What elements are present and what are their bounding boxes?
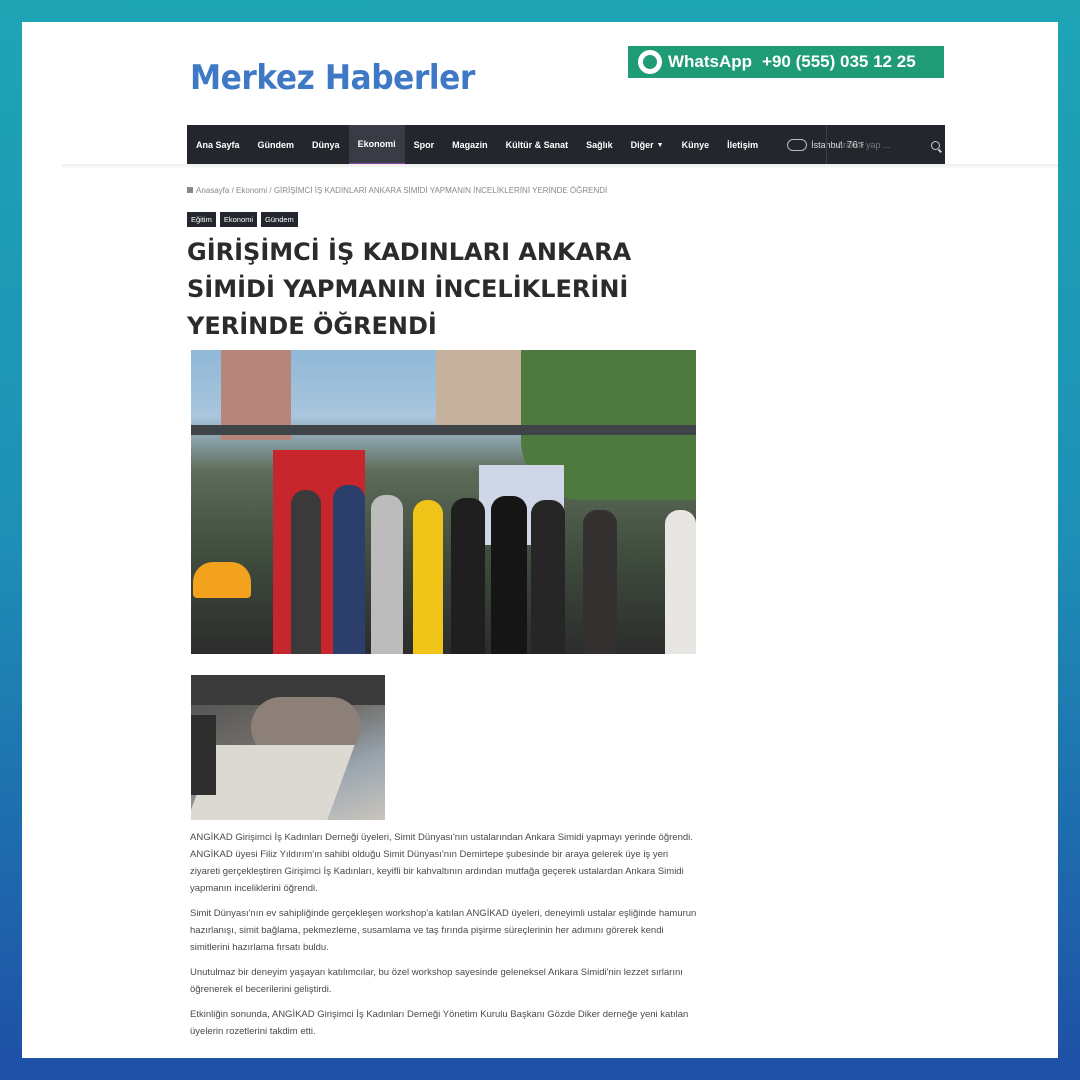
weather-city: İstanbul [811,140,843,150]
tag-egitim[interactable]: Eğitim [187,212,216,227]
nav-item-ekonomi[interactable]: Ekonomi [349,125,405,165]
search-icon[interactable] [931,141,940,150]
nav-item-diger-label: Diğer [630,140,654,150]
article-paragraph: Simit Dünyası'nın ev sahipliğinde gerçekleşen workshop'a katılan ANGİKAD üyeleri, deneyimli ustalar eşliğinde hamurun hazırlanışı, simit bağlama, pekmezleme, susamlama ve taş fırında pişirme süreçlerinin her adımını görerek kendi simitlerini hazırlama fırsatı buldu. [190,908,697,953]
cloud-icon [787,139,807,151]
nav-item-gundem[interactable]: Gündem [257,140,295,150]
main-nav [187,125,945,165]
breadcrumb-home[interactable]: Anasayfa [196,186,230,195]
nav-item-spor[interactable]: Spor [413,140,435,150]
nav-item-kultur-sanat[interactable]: Kültür & Sanat [505,140,569,150]
article-paragraph: ANGİKAD Girişimci İş Kadınları Derneği üyeleri, Simit Dünyası'nın ustalarından Ankara Simidi yapmayı yerinde öğrendi. ANGİKAD üyesi Filiz Yıldırım'ın sahibi olduğu Simit Dünyası'nın Demirtepe şubesinde bir araya gelerek üye iş yeri ziyareti gerçekleştiren Girişimci İş Kadınları, keyifli bir kahvaltının ardından mutfağa geçerek ustalardan Ankara Simidi yapmanın inceliklerini öğrendi. [190,832,693,894]
whatsapp-phone: +90 (555) 035 12 25 [762,52,916,71]
article-photo-group [191,350,696,654]
nav-item-magazin[interactable]: Magazin [452,140,488,150]
page-frame [22,22,1058,1058]
nav-item-kunye[interactable]: Künye [681,140,710,150]
weather-temp: 76 [846,139,858,151]
search-box [826,125,945,165]
breadcrumb: Anasayfa / Ekonomi / GİRİŞİMCİ İŞ KADINLARI ANKARA SİMİDİ YAPMANIN İNCELİKLERİNİ YERİNDE ÖĞRENDİ [187,186,607,195]
nav-item-diger[interactable] [622,125,673,165]
article-photo-breakfast [191,675,385,820]
breadcrumb-current: GİRİŞİMCİ İŞ KADINLARI ANKARA SİMİDİ YAPMANIN İNCELİKLERİNİ YERİNDE ÖĞRENDİ [273,186,608,195]
search-input[interactable] [835,139,925,151]
nav-item-ana-sayfa[interactable]: Ana Sayfa [196,140,240,150]
article-paragraph: Etkinliğin sonunda, ANGİKAD Girişimci İş Kadınları Derneği Yönetim Kurulu Başkanı Gözde Diker derneğe yeni katılan üyelerin rozetlerini takdim etti. [190,1009,689,1037]
nav-item-saglik[interactable]: Sağlık [586,140,613,150]
article-body [190,829,698,1048]
home-icon [187,187,193,193]
tag-ekonomi[interactable]: Ekonomi [220,212,257,227]
article-paragraph: Unutulmaz bir deneyim yaşayan katılımcılar, bu özel workshop sayesinde geleneksel Ankara Simidi'nin lezzet sırlarını öğrenerek el becerilerini geliştirdi. [190,967,683,995]
nav-item-iletisim[interactable]: İletişim [727,140,759,150]
tag-gundem[interactable]: Gündem [261,212,298,227]
header-shadow [62,164,1058,169]
whatsapp-banner[interactable] [628,46,944,78]
whatsapp-label: WhatsApp [668,52,753,71]
article-title: GİRİŞİMCİ İŞ KADINLARI ANKARA SİMİDİ YAPMANIN İNCELİKLERİNİ YERİNDE ÖĞRENDİ [187,238,632,340]
nav-item-dunya[interactable]: Dünya [312,140,340,150]
weather-unit: ℉ [857,142,865,149]
breadcrumb-category[interactable]: Ekonomi [236,186,268,195]
whatsapp-icon [638,50,662,74]
site-logo[interactable]: Merkez Haberler [190,58,475,98]
caret-down-icon: ▼ [656,141,664,149]
tag-list [187,212,298,227]
